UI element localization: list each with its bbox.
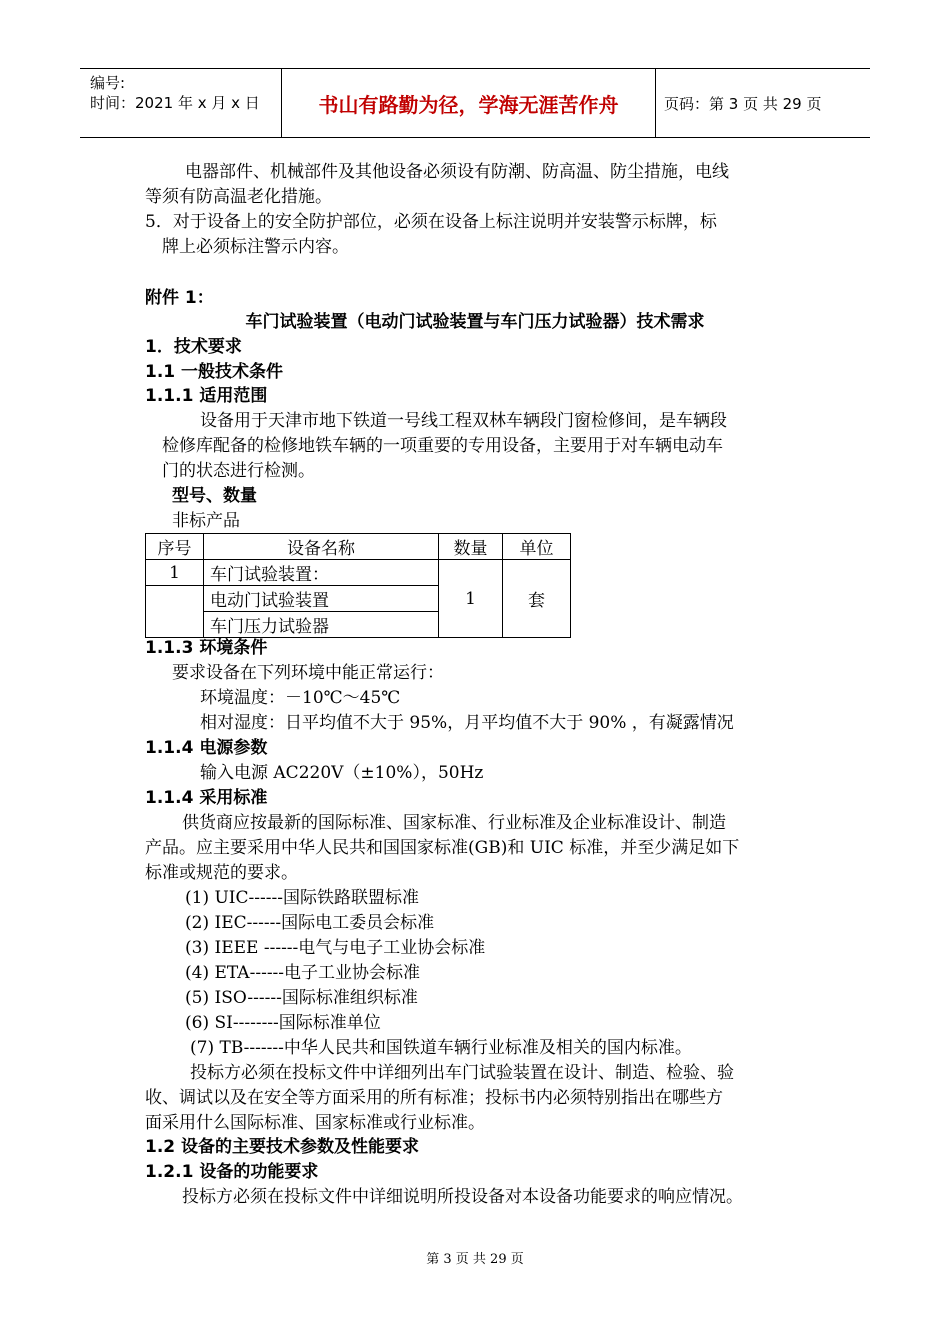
section-heading: 1.2.1 设备的功能要求	[145, 1162, 319, 1182]
table-cell: 套	[503, 560, 571, 638]
standard-item: (6) SI--------国际标准单位	[185, 1013, 381, 1033]
section-heading: 1.1.4 采用标准	[145, 788, 268, 808]
paragraph-line: 牌上必须标注警示内容。	[162, 237, 349, 257]
page-footer: 第 3 页 共 29 页	[426, 1252, 524, 1267]
standard-item: (3) IEEE ------电气与电子工业协会标准	[185, 938, 486, 958]
paragraph-line: 收、调试以及在安全等方面采用的所有标准；投标书内必须特别指出在哪些方	[145, 1088, 723, 1108]
paragraph-line: 5．对于设备上的安全防护部位，必须在设备上标注说明并安装警示标牌，标	[145, 212, 717, 232]
standard-item: (7) TB-------中华人民共和国铁道车辆行业标准及相关的国内标准。	[190, 1038, 692, 1058]
table-row	[146, 560, 571, 586]
standard-item: (1) UIC------国际铁路联盟标准	[185, 888, 419, 908]
paragraph-line: 等须有防高温老化措施。	[145, 187, 332, 207]
paragraph-line: 设备用于天津市地下铁道一号线工程双林车辆段门窗检修间，是车辆段	[200, 411, 727, 431]
table-header-row	[146, 534, 571, 560]
header-motto: 书山有路勤为径，学海无涯苦作舟	[282, 69, 656, 137]
table-header-cell: 数量	[439, 534, 503, 560]
header-page-code: 页码：第 3 页 共 29 页	[664, 94, 822, 113]
document-time: 时间：2021 年 x 月 x 日	[90, 94, 260, 112]
table-cell: 1	[439, 560, 503, 638]
document-number-label: 编号:	[90, 74, 126, 92]
standard-item: (5) ISO------国际标准组织标准	[185, 988, 418, 1008]
equipment-table	[145, 533, 571, 638]
paragraph-line: 标准或规范的要求。	[145, 863, 298, 883]
paragraph-line: 面采用什么国际标准、国家标准或行业标准。	[145, 1113, 485, 1133]
standard-item: (4) ETA------电子工业协会标准	[185, 963, 421, 983]
paragraph-line: 相对湿度：日平均值不大于 95%，月平均值不大于 90% ，有凝露情况	[200, 713, 734, 733]
paragraph-line: 产品。应主要采用中华人民共和国国家标准(GB)和 UIC 标准，并至少满足如下	[145, 838, 740, 858]
paragraph-line: 投标方必须在投标文件中详细列出车门试验装置在设计、制造、检验、验	[190, 1063, 734, 1083]
paragraph-line: 投标方必须在投标文件中详细说明所投设备对本设备功能要求的响应情况。	[182, 1187, 743, 1207]
header-meta	[80, 69, 282, 137]
section-heading: 1.1.1 适用范围	[145, 386, 268, 406]
paragraph-line: 输入电源 AC220V（±10%），50Hz	[200, 763, 484, 783]
annex-label: 附件 1：	[145, 288, 214, 308]
paragraph-line: 要求设备在下列环境中能正常运行：	[172, 663, 444, 683]
paragraph-line: 电器部件、机械部件及其他设备必须设有防潮、防高温、防尘措施，电线	[185, 162, 729, 182]
standard-item: (2) IEC------国际电工委员会标准	[185, 913, 435, 933]
table-header-cell: 单位	[503, 534, 571, 560]
paragraph-line: 门的状态进行检测。	[162, 461, 315, 481]
section-heading: 1．技术要求	[145, 337, 242, 357]
paragraph-line: 检修库配备的检修地铁车辆的一项重要的专用设备，主要用于对车辆电动车	[162, 436, 723, 456]
table-cell: 电动门试验装置	[204, 586, 439, 612]
table-cell: 车门压力试验器	[204, 612, 439, 638]
document-title: 车门试验装置（电动门试验装置与车门压力试验器）技术需求	[245, 312, 705, 332]
section-heading: 型号、数量	[172, 486, 257, 506]
paragraph-line: 供货商应按最新的国际标准、国家标准、行业标准及企业标准设计、制造	[182, 813, 726, 833]
section-heading: 1.1.3 环境条件	[145, 638, 268, 658]
table-cell: 车门试验装置：	[204, 560, 439, 586]
table-cell	[146, 586, 204, 638]
section-heading: 1.1.4 电源参数	[145, 738, 268, 758]
paragraph-line: 非标产品	[172, 511, 240, 531]
section-heading: 1.1 一般技术条件	[145, 362, 284, 382]
table-header-cell: 序号	[146, 534, 204, 560]
section-heading: 1.2 设备的主要技术参数及性能要求	[145, 1137, 420, 1157]
table-header-cell: 设备名称	[204, 534, 439, 560]
table-cell: 1	[146, 560, 204, 586]
paragraph-line: 环境温度：－10℃～45℃	[200, 688, 401, 708]
page-header	[80, 68, 870, 138]
